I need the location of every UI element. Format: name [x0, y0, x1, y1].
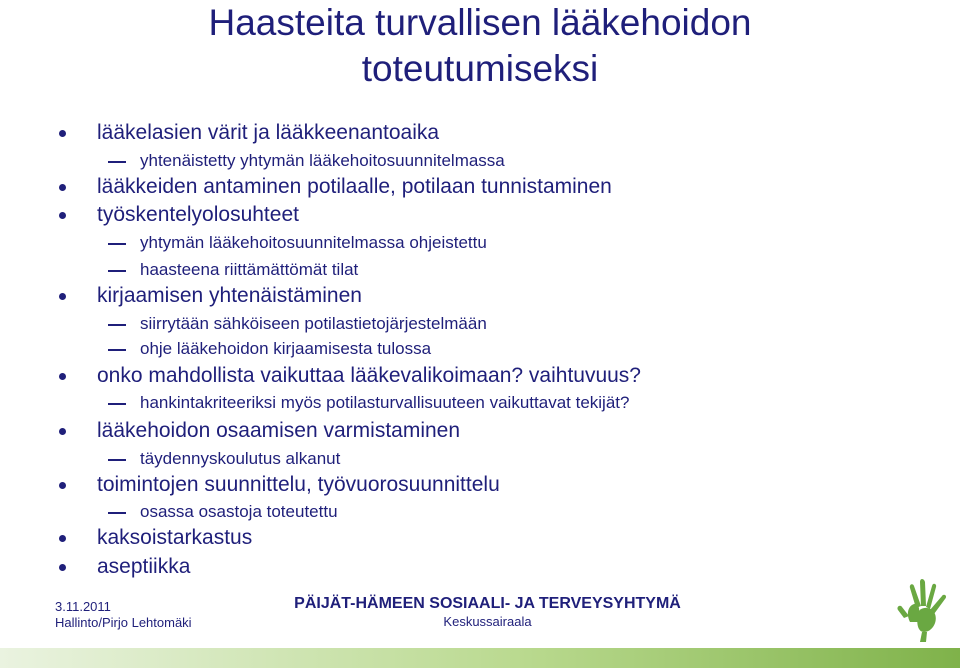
sub-bullet-item	[140, 314, 487, 334]
footer-author: Hallinto/Pirjo Lehtomäki	[55, 615, 192, 630]
handprint-logo-icon	[896, 578, 956, 648]
bullet-text: lääkkeiden antaminen potilaalle, potilaan tunnistaminen	[97, 175, 612, 198]
bullet-text: kirjaamisen yhtenäistäminen	[97, 284, 362, 307]
slide-title-line-2: toteutumiseksi	[361, 48, 599, 89]
bullet-text: lääkehoidon osaamisen varmistaminen	[97, 419, 461, 442]
dash-icon	[108, 161, 126, 163]
bullet-dot-icon	[59, 564, 66, 571]
bullet-item	[97, 473, 500, 497]
footer-bar	[0, 648, 960, 668]
bullet-text: onko mahdollista vaikuttaa lääkevalikoimaan? vaihtuvuus?	[97, 364, 641, 387]
bullet-item	[97, 203, 299, 227]
slide-title-line-1: Haasteita turvallisen lääkehoidon	[208, 2, 752, 43]
bullet-item	[97, 364, 641, 388]
sub-bullet-text: yhtymän lääkehoitosuunnitelmassa ohjeistettu	[140, 233, 487, 252]
sub-bullet-item	[140, 260, 358, 280]
bullet-dot-icon	[59, 535, 66, 542]
sub-bullet-item	[140, 393, 629, 413]
sub-bullet-text: osassa osastoja toteutettu	[140, 502, 338, 521]
bullet-item	[97, 526, 252, 550]
footer-organization: PÄIJÄT-HÄMEEN SOSIAALI- JA TERVEYSYHTYMÄ	[294, 595, 681, 612]
bullet-dot-icon	[59, 482, 66, 489]
sub-bullet-text: täydennyskoulutus alkanut	[140, 449, 341, 468]
sub-bullet-text: yhtenäistetty yhtymän lääkehoitosuunnitelmassa	[140, 151, 505, 170]
sub-bullet-item	[140, 151, 505, 171]
bullet-dot-icon	[59, 130, 66, 137]
dash-icon	[108, 349, 126, 351]
sub-bullet-text: siirrytään sähköiseen potilastietojärjestelmään	[140, 314, 487, 333]
bullet-dot-icon	[59, 212, 66, 219]
sub-bullet-text: hankintakriteeriksi myös potilasturvallisuuteen vaikuttavat tekijät?	[140, 393, 630, 412]
bullet-text: työskentelyolosuhteet	[97, 203, 299, 226]
bullet-item	[97, 419, 460, 443]
dash-icon	[108, 459, 126, 461]
dash-icon	[108, 324, 126, 326]
sub-bullet-item	[140, 233, 487, 253]
dash-icon	[108, 270, 126, 272]
dash-icon	[108, 403, 126, 405]
sub-bullet-item	[140, 502, 338, 522]
sub-bullet-item	[140, 339, 431, 359]
footer-unit: Keskussairaala	[443, 614, 532, 629]
bullet-dot-icon	[59, 428, 66, 435]
bullet-text: kaksoistarkastus	[97, 526, 253, 549]
bullet-dot-icon	[59, 373, 66, 380]
bullet-item	[97, 555, 190, 579]
bullet-text: lääkelasien värit ja lääkkeenantoaika	[97, 121, 440, 144]
sub-bullet-item	[140, 449, 340, 469]
bullet-item	[97, 175, 612, 199]
bullet-item	[97, 121, 439, 145]
dash-icon	[108, 512, 126, 514]
sub-bullet-text: haasteena riittämättömät tilat	[140, 260, 359, 279]
dash-icon	[108, 243, 126, 245]
sub-bullet-text: ohje lääkehoidon kirjaamisesta tulossa	[140, 339, 432, 358]
bullet-dot-icon	[59, 184, 66, 191]
bullet-item	[97, 284, 362, 308]
bullet-dot-icon	[59, 293, 66, 300]
footer-date: 3.11.2011	[55, 599, 111, 614]
bullet-text: aseptiikka	[97, 555, 191, 578]
bullet-text: toimintojen suunnittelu, työvuorosuunnittelu	[97, 473, 500, 496]
